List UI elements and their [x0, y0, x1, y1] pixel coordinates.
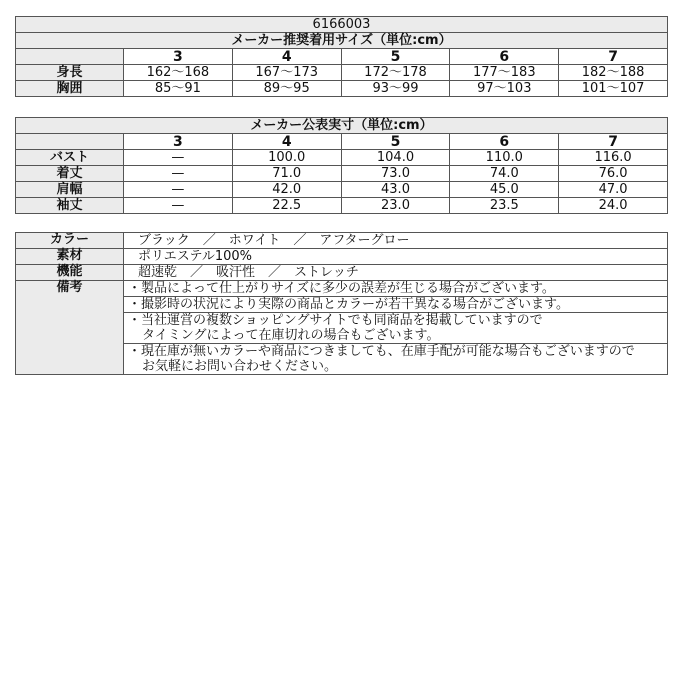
size-header: 4	[232, 134, 341, 150]
table-cell: 43.0	[341, 182, 450, 198]
table-cell: 73.0	[341, 166, 450, 182]
table-cell: 85〜91	[124, 81, 233, 97]
note-item	[124, 281, 668, 297]
table-row	[16, 150, 668, 166]
note-text: ・現在庫が無いカラーや商品につきましても、在庫手配が可能な場合もございますので	[128, 344, 635, 359]
info-row-color	[16, 233, 668, 249]
size-header-row	[16, 49, 668, 65]
table-cell: —	[124, 198, 233, 214]
size-header-blank	[16, 134, 124, 150]
row-label-height: 身長	[16, 65, 124, 81]
row-label-shoulder: 肩幅	[16, 182, 124, 198]
size-header: 6	[450, 134, 559, 150]
table-cell: 89〜95	[232, 81, 341, 97]
table-cell: 71.0	[232, 166, 341, 182]
table-cell: 23.0	[341, 198, 450, 214]
size-header: 5	[341, 49, 450, 65]
table-cell: —	[124, 182, 233, 198]
note-item	[124, 313, 668, 344]
table-row	[16, 182, 668, 198]
actual-size-title: メーカー公表実寸（単位:cm）	[16, 118, 668, 134]
product-code: 6166003	[16, 17, 668, 33]
size-header: 7	[559, 134, 668, 150]
material-label: 素材	[16, 249, 124, 265]
table-cell: 24.0	[559, 198, 668, 214]
color-value: ブラック ／ ホワイト ／ アフターグロー	[124, 233, 668, 249]
product-info-table	[15, 232, 668, 375]
table-cell: 93〜99	[341, 81, 450, 97]
info-row-material	[16, 249, 668, 265]
table-cell: 74.0	[450, 166, 559, 182]
size-header: 7	[559, 49, 668, 65]
material-value: ポリエステル100%	[124, 249, 668, 265]
table-cell: 100.0	[232, 150, 341, 166]
table-cell: 182〜188	[559, 65, 668, 81]
size-header: 3	[124, 49, 233, 65]
size-header: 5	[341, 134, 450, 150]
table-cell: 167〜173	[232, 65, 341, 81]
note-text: ・製品によって仕上がりサイズに多少の誤差が生じる場合がございます。	[128, 281, 555, 296]
recommended-size-table	[15, 16, 668, 97]
table-cell: 101〜107	[559, 81, 668, 97]
note-item	[124, 344, 668, 375]
info-row-function	[16, 265, 668, 281]
size-header: 6	[450, 49, 559, 65]
function-label: 機能	[16, 265, 124, 281]
info-row-notes	[16, 281, 668, 297]
notes-label: 備考	[16, 281, 124, 375]
table-cell: 76.0	[559, 166, 668, 182]
note-text: ・撮影時の状況により実際の商品とカラーが若干異なる場合がございます。	[128, 297, 569, 312]
note-text: タイミングによって在庫切れの場合もございます。	[142, 328, 440, 343]
table-cell: 47.0	[559, 182, 668, 198]
table-row	[16, 65, 668, 81]
table-row	[16, 81, 668, 97]
function-value: 超速乾 ／ 吸汗性 ／ ストレッチ	[124, 265, 668, 281]
note-item	[124, 297, 668, 313]
table-cell: 177〜183	[450, 65, 559, 81]
row-label-length: 着丈	[16, 166, 124, 182]
note-text: ・当社運営の複数ショッピングサイトでも同商品を掲載していますので	[128, 313, 543, 328]
color-label: カラー	[16, 233, 124, 249]
table-cell: 162〜168	[124, 65, 233, 81]
size-header-blank	[16, 49, 124, 65]
table-row	[16, 198, 668, 214]
table-cell: 23.5	[450, 198, 559, 214]
table-cell: 22.5	[232, 198, 341, 214]
table-cell: 42.0	[232, 182, 341, 198]
table-cell: —	[124, 150, 233, 166]
table-cell: —	[124, 166, 233, 182]
row-label-bust: バスト	[16, 150, 124, 166]
actual-size-table	[15, 117, 668, 214]
table-cell: 97〜103	[450, 81, 559, 97]
size-header-row	[16, 134, 668, 150]
table-row	[16, 166, 668, 182]
table-cell: 104.0	[341, 150, 450, 166]
row-label-chest: 胸囲	[16, 81, 124, 97]
recommended-size-title: メーカー推奨着用サイズ（単位:cm）	[16, 33, 668, 49]
table-cell: 116.0	[559, 150, 668, 166]
table-cell: 172〜178	[341, 65, 450, 81]
table-cell: 110.0	[450, 150, 559, 166]
row-label-sleeve: 袖丈	[16, 198, 124, 214]
table-cell: 45.0	[450, 182, 559, 198]
size-header: 3	[124, 134, 233, 150]
size-header: 4	[232, 49, 341, 65]
note-text: お気軽にお問い合わせください。	[142, 359, 338, 374]
